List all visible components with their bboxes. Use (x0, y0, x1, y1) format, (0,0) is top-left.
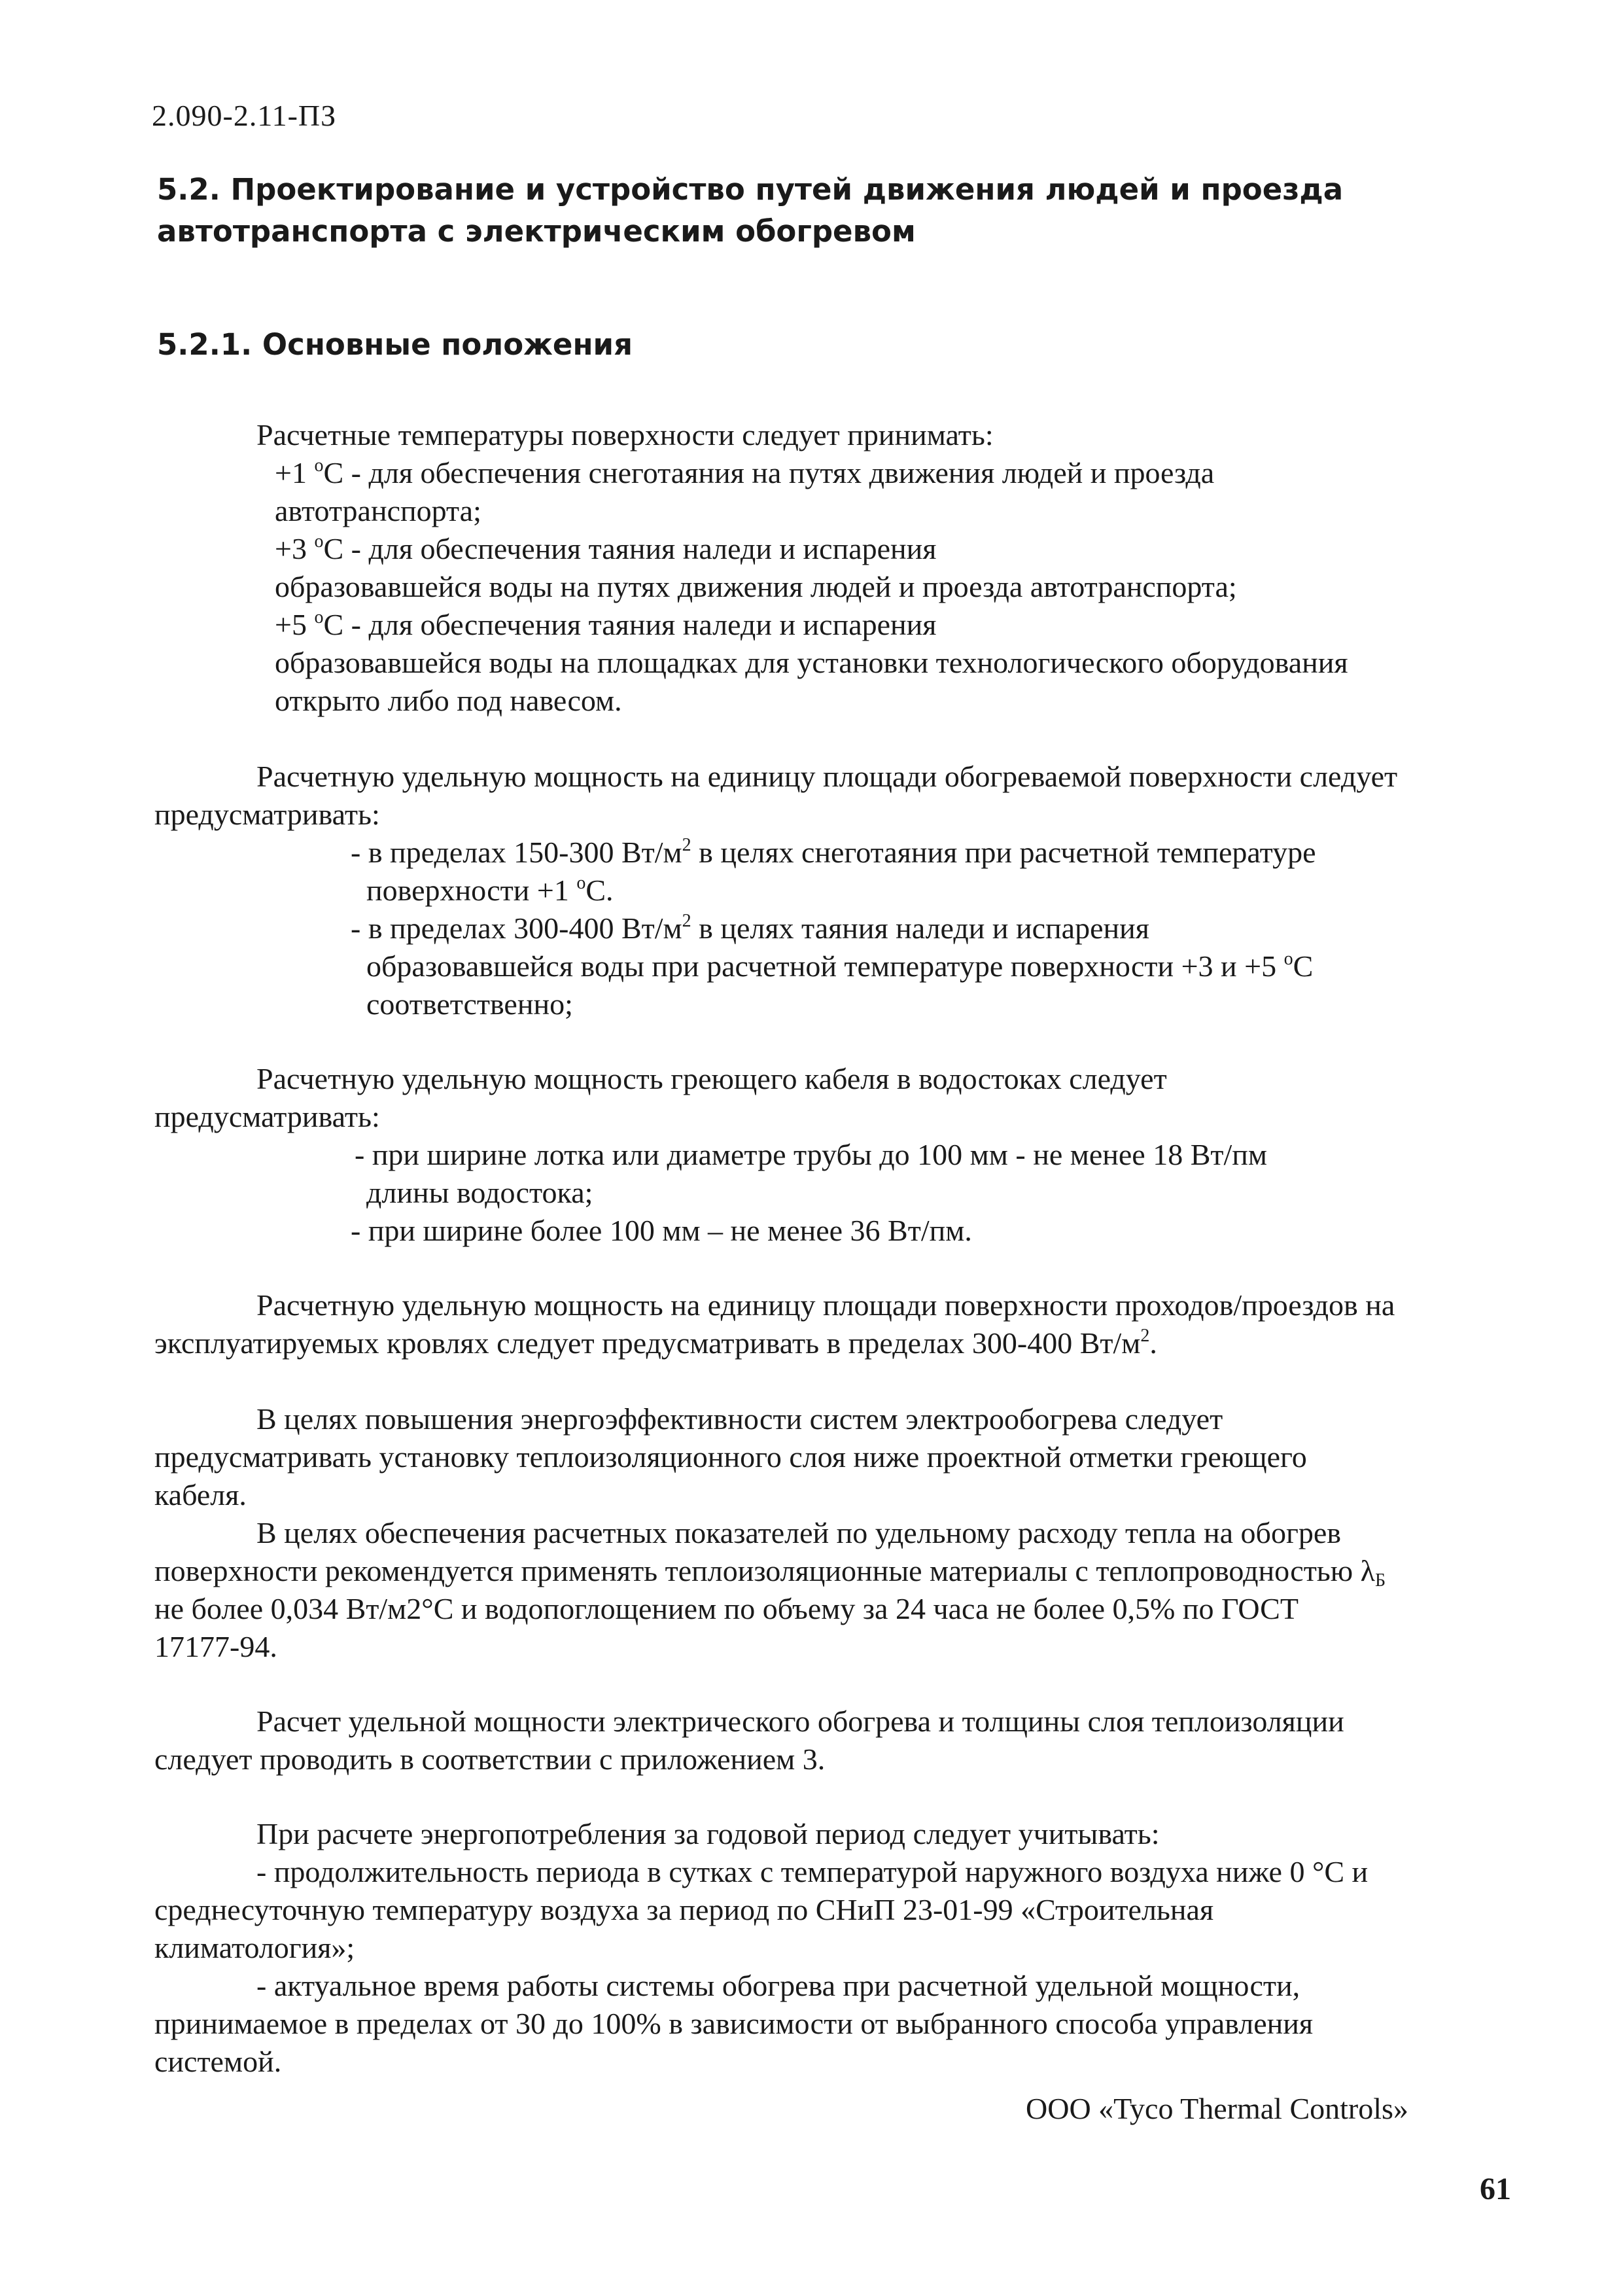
temp-5-cont1: образовавшейся воды на площадках для установки технологического оборудования (275, 646, 1348, 679)
power-area-line1: Расчетную удельную мощность на единицу площади обогреваемой поверхности следует (256, 760, 1398, 793)
energy-line4: климатология»; (154, 1931, 355, 1964)
roofs-line1: Расчетную удельную мощность на единицу площади поверхности проходов/проездов на (256, 1288, 1395, 1322)
temp-3-line: +3 $^o$С - для обеспечения таяния наледи и испарения (275, 531, 937, 565)
energy-line2: - продолжительность периода в сутках с температурой наружного воздуха ниже 0 °С и (256, 1855, 1369, 1888)
document-code: 2.090-2.11-ПЗ (152, 99, 337, 132)
power-area-item2: - в пределах 300-400 $Вт/м^2$ в целях таяния наледи и испарения (351, 911, 1149, 945)
cable-item1-cont: длины водостока; (366, 1176, 593, 1209)
cable-item2: - при ширине более 100 мм – не менее 36 Вт/пм. (351, 1214, 972, 1247)
cable-line2: предусматривать: (154, 1100, 380, 1133)
efficiency-line4: В целях обеспечения расчетных показателей по удельному расходу тепла на обогрев (256, 1516, 1341, 1549)
energy-line3: среднесуточную температуру воздуха за период по СНиП 23-01-99 «Строительная (154, 1893, 1214, 1926)
temp-1-cont: автотранспорта; (275, 494, 481, 527)
power-area-item1-cont: поверхности +1 $^o$С. (366, 873, 614, 907)
efficiency-line2: предусматривать установку теплоизоляционного слоя ниже проектной отметки греющего (154, 1440, 1307, 1474)
energy-line7: системой. (154, 2045, 282, 2078)
efficiency-line1: В целях повышения энергоэффективности систем электрообогрева следует (256, 1402, 1223, 1436)
power-area-item1: - в пределах 150-300 $Вт/м^2$ в целях снеготаяния при расчетной температуре (351, 835, 1316, 869)
temp-5-line: +5 $^o$С - для обеспечения таяния наледи и испарения (275, 607, 937, 641)
calculation-line1: Расчет удельной мощности электрического обогрева и толщины слоя теплоизоляции (256, 1704, 1344, 1738)
power-area-item2-cont: образовавшейся воды при расчетной температуре поверхности +3 и +5 $^o$С (366, 949, 1314, 983)
footer-company: ООО «Tyco Thermal Controls» (1026, 2092, 1408, 2125)
cable-item1: - при ширине лотка или диаметре трубы до 100 мм - не менее 18 Вт/пм (355, 1138, 1268, 1171)
calculation-line2: следует проводить в соответствии с приложением 3. (154, 1742, 826, 1776)
efficiency-line5: поверхности рекомендуется применять теплоизоляционные материалы с теплопроводностью $\lambda_Б$ (154, 1554, 1386, 1591)
page-number: 61 (1480, 2172, 1511, 2206)
energy-line6: принимаемое в пределах от 30 до 100% в зависимости от выбранного способа управления (154, 2007, 1314, 2040)
efficiency-line6: не более 0,034 Вт/м2°С и водопоглощением по объему за 24 часа не более 0,5% по ГОСТ (154, 1592, 1299, 1625)
temps-intro: Расчетные температуры поверхности следует принимать: (256, 418, 994, 451)
energy-line5: - актуальное время работы системы обогрева при расчетной удельной мощности, (256, 1969, 1300, 2002)
roofs-line2: эксплуатируемых кровлях следует предусматривать в пределах 300-400 $Вт/м^2$. (154, 1326, 1157, 1360)
power-area-line2: предусматривать: (154, 798, 380, 831)
power-area-item2-cont2: соответственно; (366, 987, 573, 1021)
temp-3-cont: образовавшейся воды на путях движения людей и проезда автотранспорта; (275, 570, 1237, 603)
subsection-title: 5.2.1. Основные положения (157, 327, 633, 362)
section-title: 5.2. Проектирование и устройство путей движения людей и проезда автотранспорта с электрическим обогревом (157, 172, 1344, 249)
efficiency-line3: кабеля. (154, 1478, 247, 1511)
cable-line1: Расчетную удельную мощность греющего кабеля в водостоках следует (256, 1062, 1167, 1095)
temp-1-line: +1 $^o$С - для обеспечения снеготаяния на путях движения людей и проезда (275, 455, 1215, 489)
temp-5-cont2: открыто либо под навесом. (275, 684, 622, 717)
energy-line1: При расчете энергопотребления за годовой период следует учитывать: (256, 1817, 1160, 1850)
efficiency-line7: 17177-94. (154, 1630, 277, 1663)
